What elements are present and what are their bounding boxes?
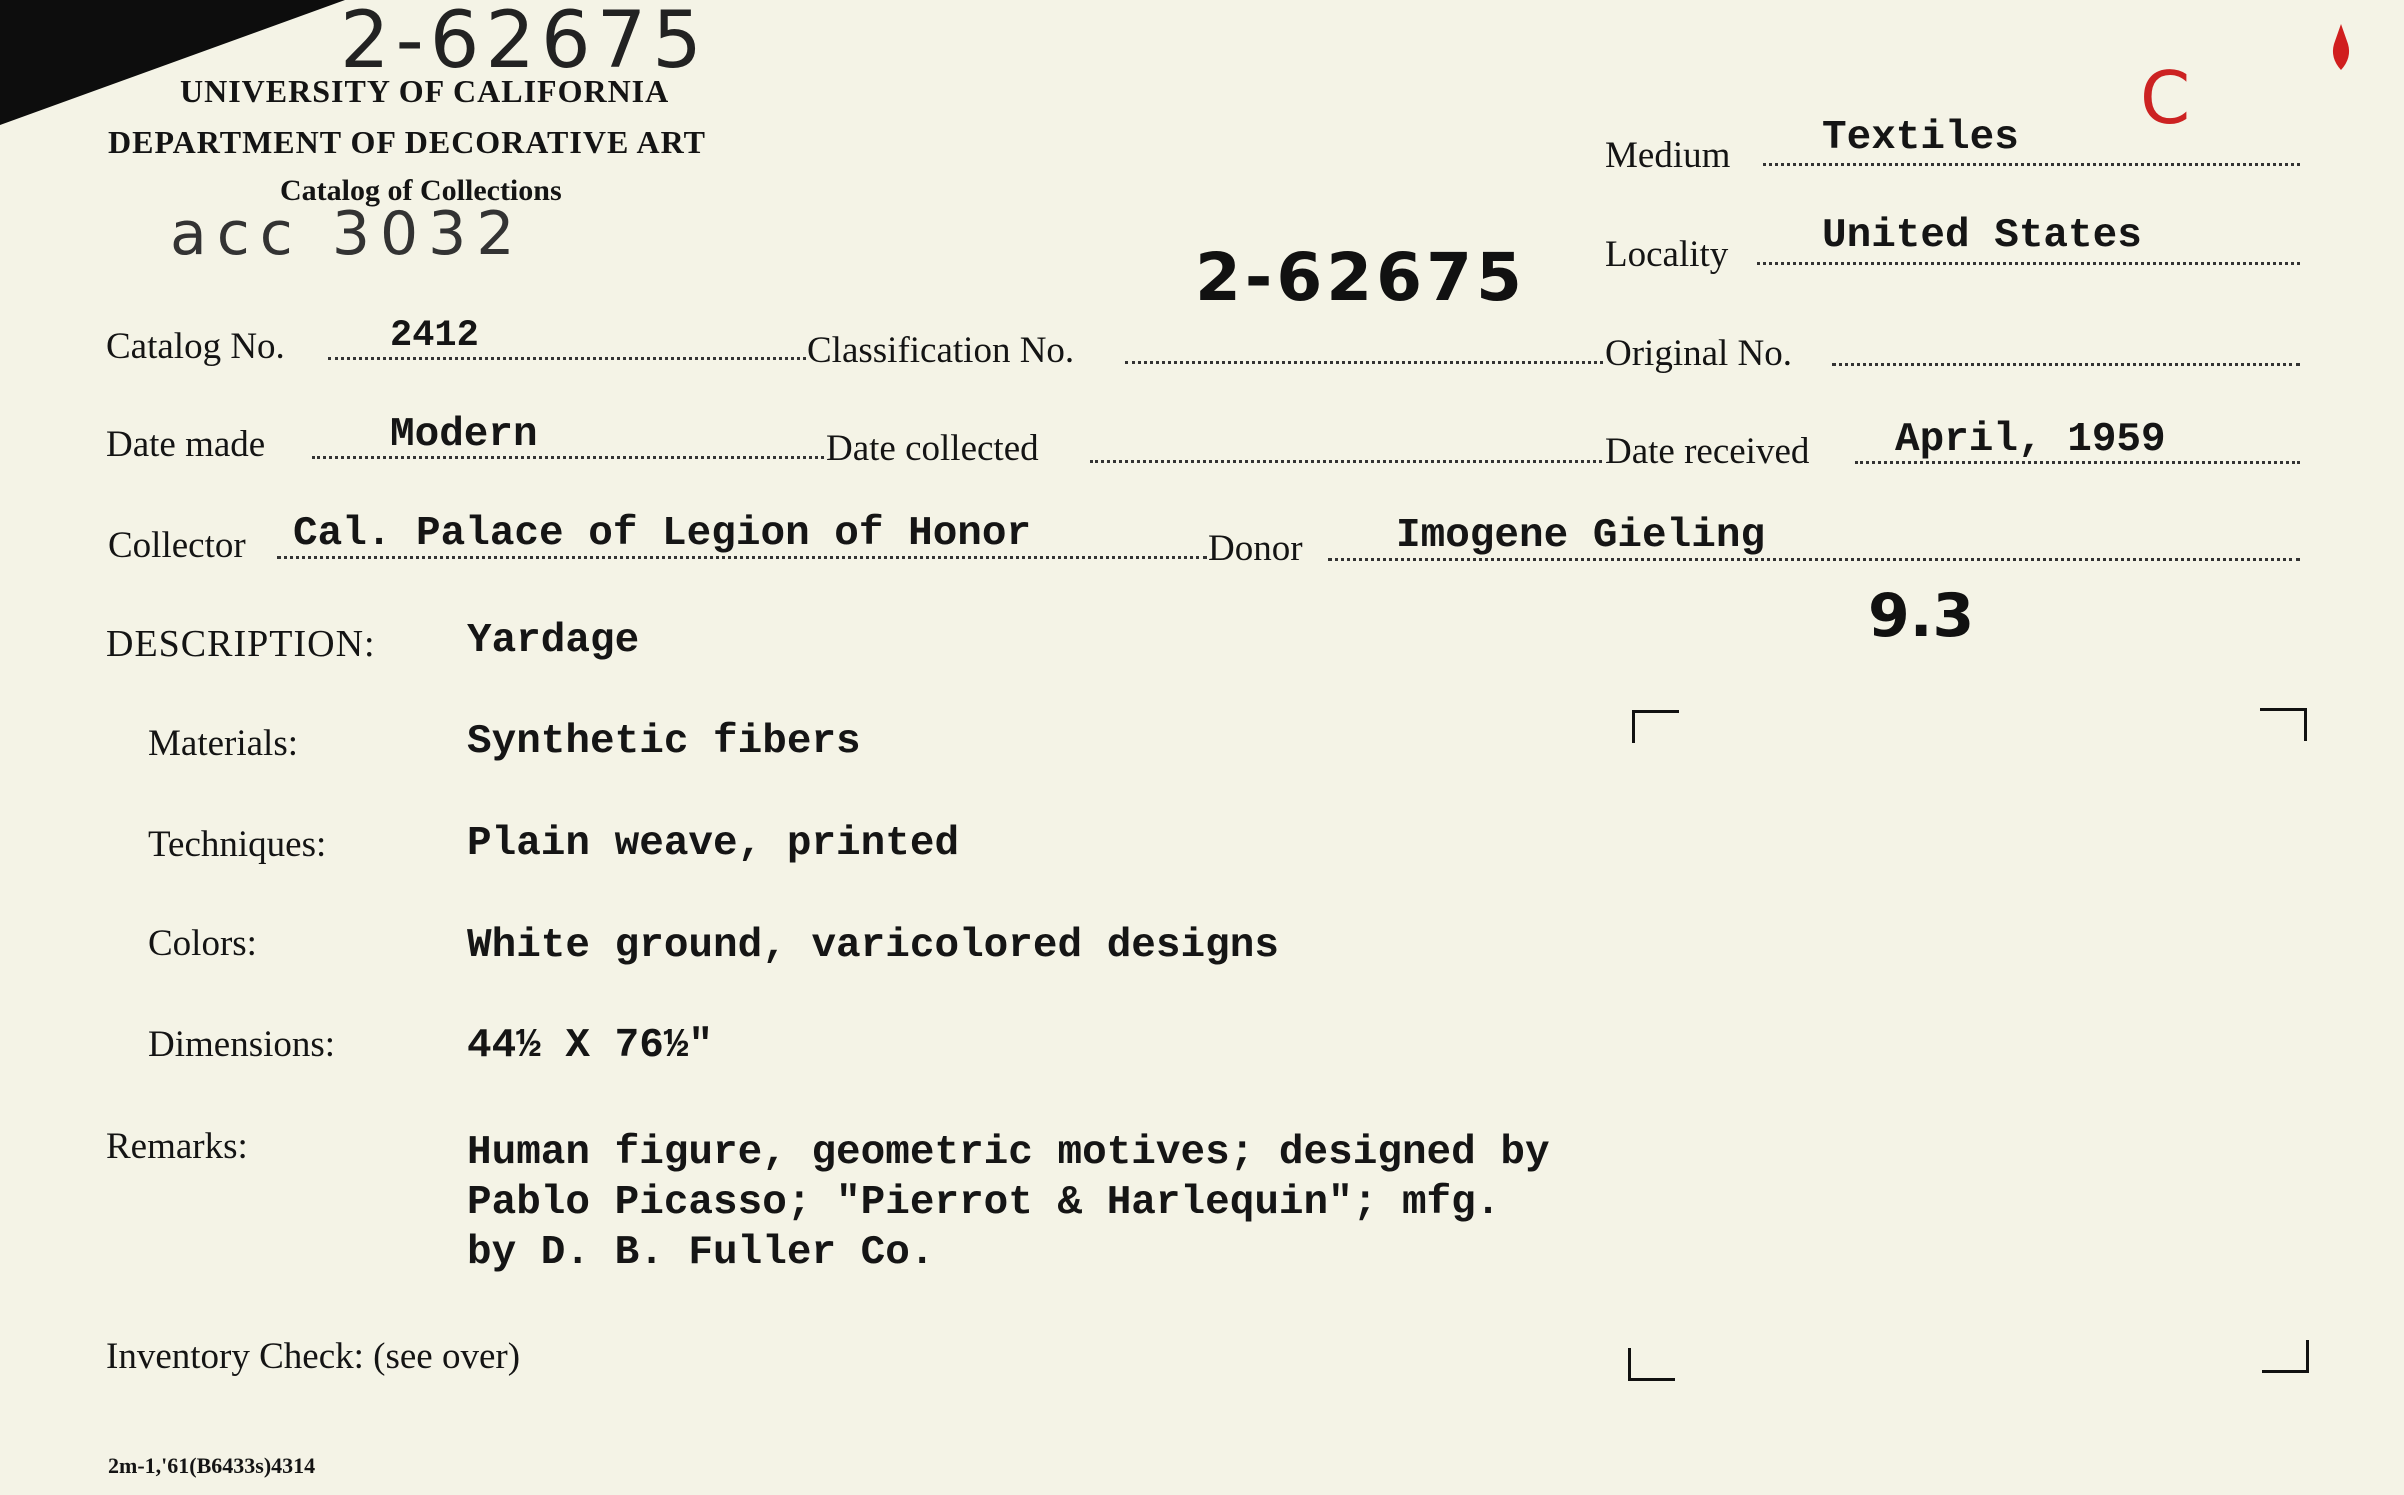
original-no-line [1832, 363, 2300, 366]
date-received-label: Date received [1605, 431, 1810, 472]
collector-label: Collector [108, 525, 246, 566]
remarks-line: Pablo Picasso; "Pierrot & Harlequin"; mfg. [467, 1180, 1501, 1226]
dimensions-value: 44½ X 76½" [467, 1023, 714, 1069]
remarks-label: Remarks: [106, 1126, 248, 1167]
remarks-line: by D. B. Fuller Co. [467, 1230, 935, 1276]
date-made-value: Modern [390, 412, 538, 458]
remarks-line: Human figure, geometric motives; designed by [467, 1130, 1550, 1176]
footer-print-code: 2m-1,'61(B6433s)4314 [108, 1453, 316, 1478]
handwritten-acc-number: acc 3032 [170, 199, 525, 269]
handwritten-letter-mark: C [2140, 56, 2191, 140]
inventory-check: Inventory Check: (see over) [106, 1336, 521, 1377]
donor-label: Donor [1208, 528, 1303, 569]
medium-value: Textiles [1822, 115, 2019, 161]
locality-line [1757, 262, 2300, 265]
corner-mark-top-right [2260, 708, 2307, 741]
techniques-label: Techniques: [148, 824, 327, 865]
donor-value: Imogene Gieling [1396, 513, 1766, 559]
locality-value: United States [1822, 213, 2142, 259]
description-label: DESCRIPTION: [106, 623, 376, 665]
classification-no-line [1125, 361, 1603, 364]
corner-mark-top-left [1632, 710, 1679, 743]
materials-value: Synthetic fibers [467, 719, 861, 765]
colors-value: White ground, varicolored designs [467, 923, 1279, 969]
medium-label: Medium [1605, 135, 1731, 176]
catalog-no-label: Catalog No. [106, 326, 285, 367]
materials-label: Materials: [148, 723, 299, 764]
medium-line [1763, 163, 2300, 166]
date-collected-line [1090, 460, 1602, 463]
institution-name: UNIVERSITY OF CALIFORNIA [180, 73, 670, 109]
handwritten-side-number: 9.3 [1868, 581, 1975, 651]
catalog-no-line [328, 357, 806, 360]
date-received-value: April, 1959 [1895, 417, 2166, 463]
catalog-no-value: 2412 [390, 315, 479, 357]
date-made-line [312, 456, 824, 459]
date-made-label: Date made [106, 424, 266, 465]
original-no-label: Original No. [1605, 333, 1793, 374]
card-corner-shadow [0, 0, 360, 130]
department-name: DEPARTMENT OF DECORATIVE ART [108, 124, 706, 160]
catalog-subtitle: Catalog of Collections [280, 174, 562, 207]
collector-value: Cal. Palace of Legion of Honor [293, 511, 1032, 557]
corner-mark-bottom-right [2262, 1340, 2309, 1373]
description-value: Yardage [467, 618, 640, 664]
locality-label: Locality [1605, 234, 1729, 275]
colors-label: Colors: [148, 923, 257, 964]
red-dot-mark [2326, 22, 2356, 74]
corner-mark-bottom-left [1628, 1348, 1675, 1381]
handwritten-top-number: 2-62675 [340, 0, 708, 86]
dimensions-label: Dimensions: [148, 1024, 336, 1065]
classification-no-label: Classification No. [807, 330, 1075, 371]
date-collected-label: Date collected [826, 428, 1039, 469]
handwritten-center-number: 2-62675 [1195, 239, 1526, 316]
techniques-value: Plain weave, printed [467, 821, 960, 867]
